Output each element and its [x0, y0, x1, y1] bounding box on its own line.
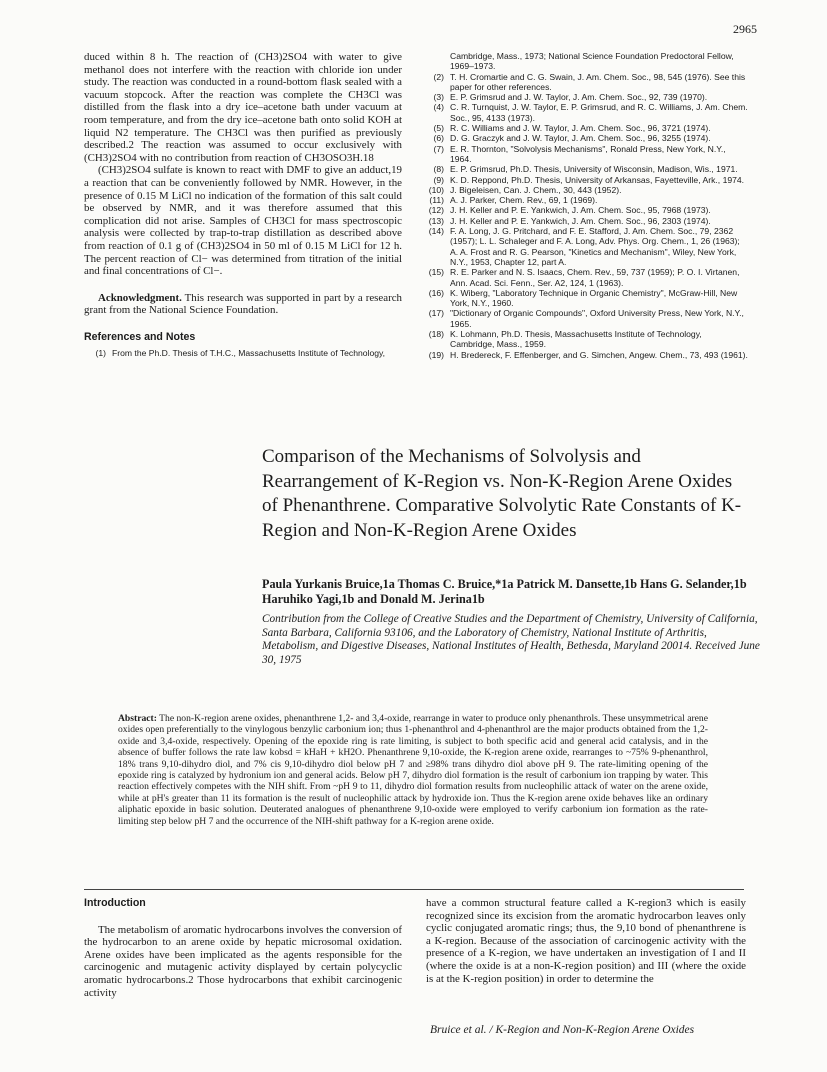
ack-heading: Acknowledgment.: [98, 291, 182, 304]
intro-right-column: [426, 897, 746, 985]
reference-item: (7) E. R. Thornton, "Solvolysis Mechanisms", Ronald Press, New York, N.Y., 1964.: [433, 143, 726, 164]
reference-item: (9) K. D. Reppond, Ph.D. Thesis, University of Arkansas, Fayetteville, Ark., 1974.: [433, 174, 745, 185]
paragraph: The metabolism of aromatic hydrocarbons involves the conversion of the hydrocarbon to an arene oxide by hepatic microsomal oxidation. Arene oxides have been implicated as the agents responsible for the carcinogenic and mutagenic activity displayed by certain polycyclic aromatic hydrocarbons.2 Those hydrocarbons that exhibit carcinogenic activity: [84, 923, 402, 999]
intro-left-column: [84, 897, 402, 999]
author-list: Paula Yurkanis Bruice,1a Thomas C. Bruice,*1a Patrick M. Dansette,1b Hans G. Selander,1b Haruhiko Yagi,1b and Donald M. Jerina1b: [262, 577, 747, 606]
reference-item: (18) K. Lohmann, Ph.D. Thesis, Massachusetts Institute of Technology, Cambridge, Mass., 1959.: [428, 329, 702, 350]
references-heading: References and Notes: [84, 330, 196, 343]
reference-item: (10) J. Bigeleisen, Can. J. Chem., 30, 443 (1952).: [428, 184, 622, 195]
abstract: [118, 713, 708, 827]
page-number: 2965: [733, 22, 757, 36]
reference-item: (12) J. H. Keller and P. E. Yankwich, J. Am. Chem. Soc., 95, 7968 (1973).: [428, 205, 711, 216]
running-footer: Bruice et al. / K-Region and Non-K-Region Arene Oxides: [430, 1024, 695, 1036]
abstract-text: The non-K-region arene oxides, phenanthrene 1,2- and 3,4-oxide, rearrange in water to produce only phenanthrols. These unsymmetrical arene oxides open preferentially to the vinylogous benzylic carbonium ion; thus 1-phenanthrol and 4-phenanthrol are the major products obtained from the 1,2-oxide and 3,4-oxide, respectively. Opening of the epoxide ring is rate limiting, is subject to both specific acid and general acid catalysis, and in the absence of buffer follows the rate law kobsd = kHaH + kH2O. Phenanthrene 9,10-oxide, the K-region arene oxide, rearranges to ~75% 9-phenanthrol, 18% trans 9,10-dihydro diol, and 7% cis 9,10-dihydro diol below pH 7 and ≥98% trans dihydro diol above pH 9. The rate-limiting opening of the epoxide ring is catalyzed by hydronium ion and general acids. Below pH 7, dihydro diol formation is the result of carbonium ion trapping by water. This reaction effectively competes with the NIH shift. From ~pH 9 to 11, dihydro diol formation results from nucleophilic attack of water on the arene oxide, while at pH's greater than 11 its formation is the result of nucleophilic attack by hydroxide ion. Thus the K-region arene oxide behaves like an ordinary aliphatic epoxide in basic solution. Deuterated analogues of phenanthrene 9,10-oxide were employed to verify carbonium ion formation as the rate-limiting step below pH 7 and the occurrence of the NIH-shift pathway for a K-region arene oxide.: [118, 713, 708, 827]
reference-item: (15) R. E. Parker and N. S. Isaacs, Chem. Rev., 59, 737 (1959); P. O. I. Virtanen, Ann. Acad. Sci. Fenn., Ser. A2, 124, 1 (1963).: [428, 267, 740, 288]
reference-item: Cambridge, Mass., 1973; National Science Foundation Predoctoral Fellow, 1969–1973.: [450, 51, 734, 72]
reference-item: (2) T. H. Cromartie and C. G. Swain, J. Am. Chem. Soc., 98, 545 (1976). See this paper for other references.: [433, 71, 746, 92]
reference-item: (13) J. H. Keller and P. E. Yankwich, J. Am. Chem. Soc., 96, 2303 (1974).: [428, 215, 711, 226]
paragraph: have a common structural feature called a K-region3 which is easily recognized since its excision from the aromatic hydrocarbon leaves only cyclic conjugated aromatic rings; thus, the 9,10 bond of phenanthrene is a K-region. Because of the association of carcinogenic activity with the presence of a K-region, we have undertaken an investigation of I and II (where the oxide is at a non-K-region position) and III (where the oxide is at the K-region position) in order to determine the: [426, 897, 746, 985]
reference-item: (6) D. G. Graczyk and J. W. Taylor, J. Am. Chem. Soc., 96, 3255 (1974).: [433, 133, 711, 144]
reference-item: (17) "Dictionary of Organic Compounds", Oxford University Press, New York, N.Y., 1965.: [428, 308, 744, 329]
received-date: Received June 30, 1975: [262, 640, 760, 666]
reference-1: (1) From the Ph.D. Thesis of T.H.C., Massachusetts Institute of Technology,: [95, 348, 386, 359]
introduction-heading: Introduction: [84, 897, 146, 909]
reference-item: (4) C. R. Turnquist, J. W. Taylor, E. P. Grimsrud, and R. C. Williams, J. Am. Chem. Soc., 95, 4133 (1973).: [433, 102, 748, 123]
reference-item: (8) E. P. Grimsrud, Ph.D. Thesis, University of Wisconsin, Madison, Wis., 1971.: [433, 164, 738, 175]
reference-item: (3) E. P. Grimsrud and J. W. Taylor, J. Am. Chem. Soc., 92, 739 (1970).: [433, 92, 708, 103]
affiliation: Contribution from the College of Creative Studies and the Department of Chemistry, University of California, Santa Barbara, California 93106, and the Laboratory of Chemistry, National Institute of Arthritis, Metabolism, and Digestive Diseases, National Institutes of Health, Bethesda, Maryland 20014. Received June 30, 1975: [262, 613, 760, 666]
reference-item: (16) K. Wiberg, "Laboratory Technique in Organic Chemistry", McGraw-Hill, New York, N.Y., 1960.: [428, 287, 738, 309]
reference-item: (19) H. Bredereck, F. Effenberger, and G. Simchen, Angew. Chem., 73, 493 (1961).: [428, 349, 748, 360]
paragraph: (CH3)2SO4 sulfate is known to react with DMF to give an adduct,19 a reaction that can be conveniently followed by NMR. However, in the presence of 0.15 M LiCl no indication of the formation of this salt could be observed by NMR, and it was therefore assumed that this complication did not arise. Samples of CH3Cl for mass spectroscopic analysis were collected by trap-to-trap distillation as described above from reaction of 0.1 g of (CH3)2SO4 in 50 ml of 0.15 M LiCl for 12 h. The percent reaction of Cl− was determined from titration of the initial and final concentrations of Cl−.: [84, 164, 402, 278]
article-title: Comparison of the Mechanisms of Solvolysis and Rearrangement of K-Region vs. Non-K-Region Arene Oxides of Phenanthrene. Comparative Solvolytic Rate Constants of K-Region and Non-K-Region Arene Oxides: [262, 446, 742, 541]
left-column: [84, 51, 402, 359]
reference-item: (11) A. J. Parker, Chem. Rev., 69, 1 (1969).: [429, 195, 598, 206]
divider: [84, 889, 744, 890]
abstract-label: Abstract:: [118, 713, 157, 724]
acknowledgment: [84, 292, 402, 317]
paragraph: duced within 8 h. The reaction of (CH3)2SO4 with water to give methanol does not interfere with the reaction with chloride ion under study. The reaction was conducted in a round-bottom flask sealed with a vacuum stopcock. After the reaction was complete the CH3Cl was distilled from the flask into a dry ice–acetone bath under vacuum at room temperature, and from the dry ice–acetone bath onto solid KOH at liquid N2 temperature. The CH3Cl was then purified as previously described.2 The reaction was assumed to occur exclusively with (CH3)2SO4 with no contribution from reaction of CH3OSO3H.18: [84, 51, 402, 164]
reference-list: [422, 51, 748, 360]
reference-item: (5) R. C. Williams and J. W. Taylor, J. Am. Chem. Soc., 96, 3721 (1974).: [433, 123, 711, 134]
ack-text: This research was supported in part by a research grant from the National Science Foundation.: [84, 291, 402, 317]
reference-item: (14) F. A. Long, J. G. Pritchard, and F. E. Stafford, J. Am. Chem. Soc., 79, 2362 (1957); L. L. Schaleger and F. A. Long, Adv. Phys. Org. Chem., 1, 26 (1963); A. A. Frost and R. G. Pearson, "Kinetics and Mechanism", Wiley, New York, N.Y., 1953, Chapter 12, part A.: [428, 226, 740, 267]
